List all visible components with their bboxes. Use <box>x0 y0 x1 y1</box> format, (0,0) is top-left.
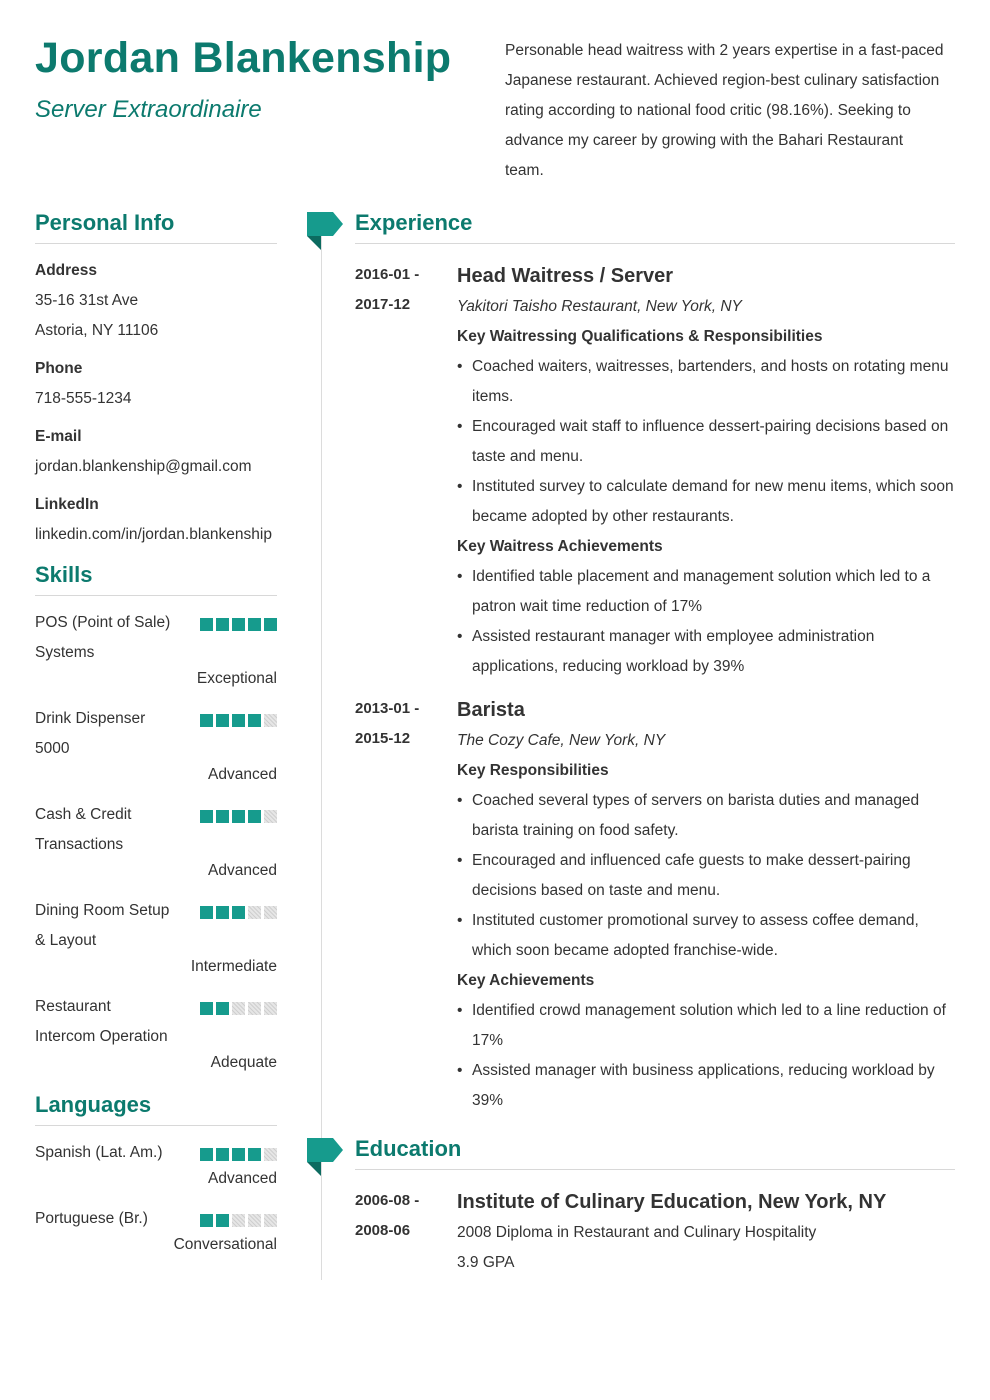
skill-rating <box>200 618 277 631</box>
info-value: 718-555-1234 <box>35 390 132 407</box>
skill-row <box>35 608 277 668</box>
education-date-start: 2006-08 - <box>355 1192 420 1209</box>
job-title: Barista <box>457 699 525 721</box>
rating-square-icon <box>232 714 245 727</box>
skill-item <box>35 800 277 886</box>
job-subheading: Key Waitress Achievements <box>457 538 663 555</box>
education-section <box>355 1136 955 1290</box>
skill-row <box>35 992 277 1052</box>
skill-level: Exceptional <box>196 670 277 687</box>
rating-square-icon <box>232 906 245 919</box>
personal-info-title: Personal Info <box>35 210 277 244</box>
rating-square-icon <box>248 1148 261 1161</box>
experience-flag-icon <box>307 212 343 250</box>
skill-rating <box>200 1002 277 1015</box>
skill-row <box>35 800 277 860</box>
job-date-start: 2016-01 - <box>355 266 420 283</box>
info-value: 35-16 31st Ave <box>35 292 139 309</box>
job-subheading: Key Achievements <box>457 972 595 989</box>
job-company: Yakitori Taisho Restaurant, New York, NY <box>457 298 742 315</box>
rating-square-icon <box>264 1214 277 1227</box>
rating-square-icon <box>264 810 277 823</box>
education-entry <box>355 1186 955 1278</box>
bullet-item: • Coached waiters, waitresses, bartenders, and hosts on rotating menu items. <box>457 352 955 412</box>
education-detail: 2008 Diploma in Restaurant and Culinary Hospitality <box>457 1224 817 1241</box>
skill-name: Dining Room Setup & Layout <box>35 902 170 949</box>
skill-rating <box>200 810 277 823</box>
rating-square-icon <box>248 1214 261 1227</box>
skill-name: Restaurant Intercom Operation <box>35 998 168 1045</box>
education-date-end: 2008-06 <box>355 1222 411 1239</box>
skill-name: POS (Point of Sale) Systems <box>35 614 171 661</box>
skill-level: Advanced <box>208 766 277 783</box>
rating-square-icon <box>232 1002 245 1015</box>
language-name: Spanish (Lat. Am.) <box>35 1144 163 1161</box>
resume-subtitle: Server Extraordinaire <box>35 96 262 123</box>
skill-level: Advanced <box>208 862 277 879</box>
left-column <box>35 210 277 1270</box>
info-email <box>35 422 277 482</box>
language-item <box>35 1138 277 1194</box>
bullet-item: • Assisted manager with business applications, reducing workload by 39% <box>457 1056 955 1116</box>
info-address <box>35 256 277 346</box>
rating-square-icon <box>232 810 245 823</box>
languages-list <box>35 1138 277 1260</box>
info-value: Astoria, NY 11106 <box>35 322 159 339</box>
rating-square-icon <box>232 618 245 631</box>
summary: Personable head waitress with 2 years expertise in a fast-paced Japanese restaurant. Achieved region-best culinary satisfaction rating according to national food critic (98.16%). Seeking to advance my career by growing with the Bahari Restaurant team. <box>505 42 944 179</box>
language-item <box>35 1204 277 1260</box>
rating-square-icon <box>216 1214 229 1227</box>
job-subheading: Key Responsibilities <box>457 762 609 779</box>
rating-square-icon <box>216 714 229 727</box>
bullet-item: • Identified crowd management solution which led to a line reduction of 17% <box>457 996 955 1056</box>
job-date-start: 2013-01 - <box>355 700 420 717</box>
rating-square-icon <box>216 618 229 631</box>
bullet-item: • Instituted survey to calculate demand for new menu items, which soon became adopted by other restaurants. <box>457 472 955 532</box>
rating-square-icon <box>216 906 229 919</box>
skill-item <box>35 608 277 694</box>
bullet-list <box>457 352 955 532</box>
rating-square-icon <box>216 1002 229 1015</box>
language-level: Conversational <box>173 1236 277 1253</box>
skill-name: Cash & Credit Transactions <box>35 806 132 853</box>
skill-level: Intermediate <box>190 958 277 975</box>
job-body <box>457 694 955 1116</box>
job-title: Head Waitress / Server <box>457 265 674 287</box>
skill-rating <box>200 906 277 919</box>
rating-square-icon <box>216 1148 229 1161</box>
rating-square-icon <box>200 714 213 727</box>
info-label: Phone <box>35 360 83 377</box>
education-title-line: Institute of Culinary Education, New York, NY <box>457 1191 887 1213</box>
info-linkedin <box>35 490 277 550</box>
bullet-list <box>457 562 955 682</box>
rating-square-icon <box>200 618 213 631</box>
job-entry <box>355 260 955 682</box>
job-entry <box>355 694 955 1116</box>
rating-square-icon <box>248 906 261 919</box>
education-date <box>355 1186 445 1246</box>
skill-level: Adequate <box>210 1054 277 1071</box>
skills-list <box>35 608 277 1078</box>
job-date-end: 2015-12 <box>355 730 411 747</box>
experience-section <box>355 210 955 1128</box>
languages-title: Languages <box>35 1092 277 1126</box>
language-level: Advanced <box>208 1170 277 1187</box>
bullet-item: • Encouraged and influenced cafe guests to make dessert-pairing decisions based on taste and menu. <box>457 846 955 906</box>
education-flag-icon <box>307 1138 343 1176</box>
rating-square-icon <box>200 906 213 919</box>
jobs-list <box>355 260 955 1116</box>
language-rating <box>200 1148 277 1161</box>
info-phone <box>35 354 277 414</box>
education-body <box>457 1186 955 1278</box>
rating-square-icon <box>248 1002 261 1015</box>
skill-item <box>35 704 277 790</box>
rating-square-icon <box>200 1148 213 1161</box>
info-value: jordan.blankenship@gmail.com <box>35 458 252 475</box>
skill-item <box>35 896 277 982</box>
rating-square-icon <box>200 1214 213 1227</box>
job-date <box>355 260 445 320</box>
rating-square-icon <box>248 714 261 727</box>
rating-square-icon <box>200 1002 213 1015</box>
skill-row <box>35 896 277 956</box>
rating-square-icon <box>232 1148 245 1161</box>
info-value: linkedin.com/in/jordan.blankenship <box>35 526 272 543</box>
bullet-item: • Assisted restaurant manager with employee administration applications, reducing workload by 39% <box>457 622 955 682</box>
info-label: LinkedIn <box>35 496 99 513</box>
rating-square-icon <box>248 810 261 823</box>
skill-row <box>35 704 277 764</box>
skill-name: Drink Dispenser 5000 <box>35 710 146 757</box>
rating-square-icon <box>264 714 277 727</box>
bullet-item: • Identified table placement and management solution which led to a patron wait time reduction of 17% <box>457 562 955 622</box>
skill-rating <box>200 714 277 727</box>
resume-name: Jordan Blankenship <box>35 34 452 82</box>
rating-square-icon <box>264 1002 277 1015</box>
rating-square-icon <box>232 1214 245 1227</box>
rating-square-icon <box>264 618 277 631</box>
bullet-list <box>457 996 955 1116</box>
rating-square-icon <box>248 618 261 631</box>
job-company: The Cozy Cafe, New York, NY <box>457 732 666 749</box>
education-title: Education <box>355 1136 955 1170</box>
rating-square-icon <box>200 810 213 823</box>
bullet-list <box>457 786 955 966</box>
rating-square-icon <box>216 810 229 823</box>
timeline-line <box>321 236 322 1280</box>
skill-item <box>35 992 277 1078</box>
info-label: Address <box>35 262 98 279</box>
job-body <box>457 260 955 682</box>
bullet-item: • Encouraged wait staff to influence dessert-pairing decisions based on taste and menu. <box>457 412 955 472</box>
education-detail: 3.9 GPA <box>457 1254 515 1271</box>
job-subheading: Key Waitressing Qualifications & Responsibilities <box>457 328 823 345</box>
bullet-item: • Coached several types of servers on barista duties and managed barista training on food safety. <box>457 786 955 846</box>
job-date-end: 2017-12 <box>355 296 411 313</box>
job-date <box>355 694 445 754</box>
language-rating <box>200 1214 277 1227</box>
experience-title: Experience <box>355 210 955 244</box>
rating-square-icon <box>264 906 277 919</box>
skills-title: Skills <box>35 562 277 596</box>
rating-square-icon <box>264 1148 277 1161</box>
education-list <box>355 1186 955 1278</box>
info-label: E-mail <box>35 428 82 445</box>
language-name: Portuguese (Br.) <box>35 1210 148 1227</box>
bullet-item: • Instituted customer promotional survey to assess coffee demand, which soon became adopted franchise-wide. <box>457 906 955 966</box>
